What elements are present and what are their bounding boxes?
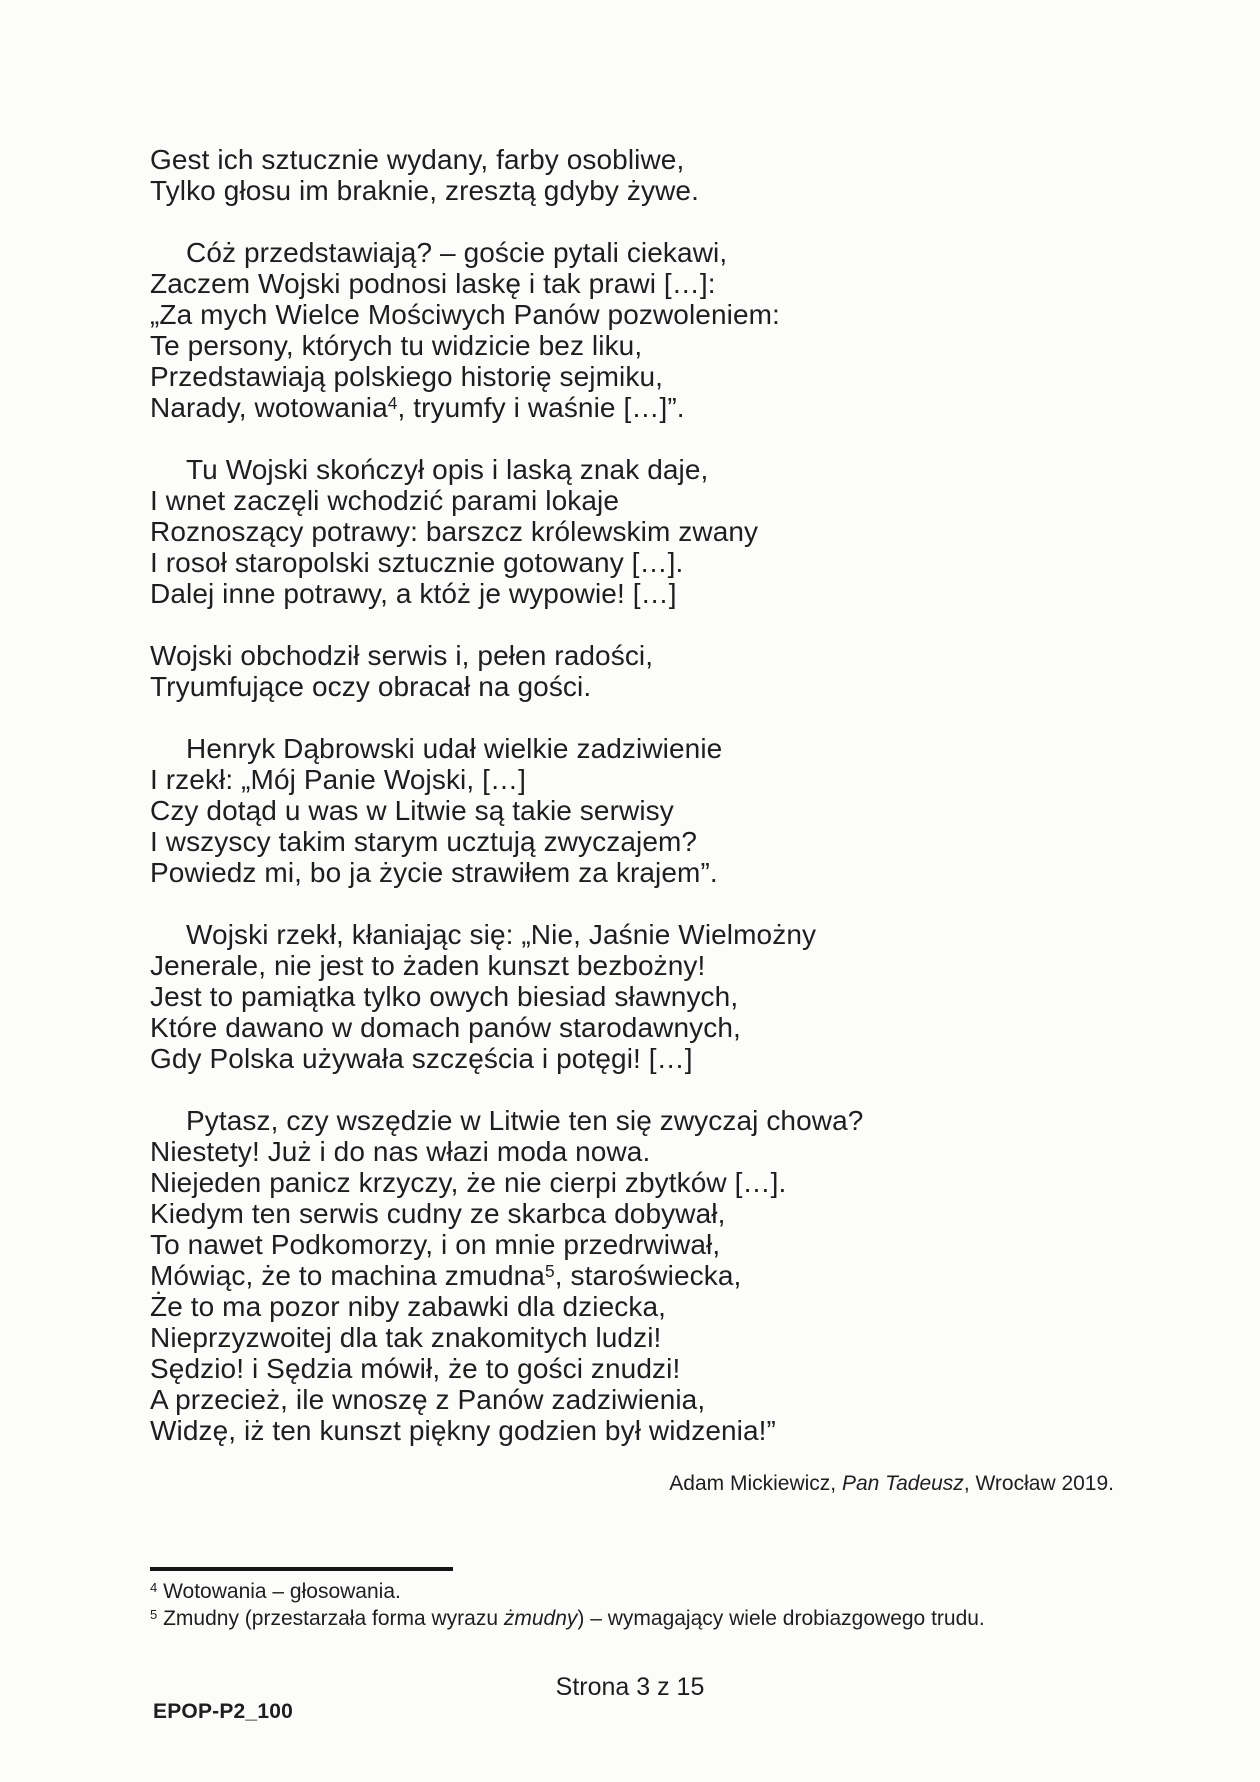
- italic-text: Pan Tadeusz: [841, 1472, 964, 1495]
- poem-line: [150, 671, 1114, 702]
- poem-line: [150, 1415, 1114, 1446]
- poem-line: [150, 950, 1114, 981]
- poem-line: [150, 330, 1114, 361]
- footnotes: [150, 1578, 1090, 1632]
- poem-line: [150, 1012, 1114, 1043]
- text-segment: Adam Mickiewicz,: [669, 1472, 842, 1495]
- text-segment: Henryk Dąbrowski udał wielkie zadziwienie: [186, 733, 723, 764]
- text-segment: Te persony, których tu widzicie bez liku,: [150, 330, 643, 361]
- poem-line: [150, 144, 1114, 175]
- poem-line: [150, 795, 1114, 826]
- text-segment: Wojski rzekł, kłaniając się: „Nie, Jaśnie Wielmożny: [186, 919, 817, 950]
- text-segment: Widzę, iż ten kunszt piękny godzien był widzenia!”: [150, 1415, 776, 1446]
- poem-line: [150, 1260, 1114, 1291]
- poem-line: [150, 1291, 1114, 1322]
- text-segment: Dalej inne potrawy, a któż je wypowie! […]: [150, 578, 677, 609]
- page-indicator: Strona 3 z 15: [555, 1673, 705, 1701]
- text-segment: Tryumfujące oczy obracał na gości.: [150, 671, 592, 702]
- poem-line: [150, 733, 1114, 764]
- poem-stanza: [150, 733, 1114, 888]
- poem-line: [150, 640, 1114, 671]
- text-segment: Sędzio! i Sędzia mówił, że to gości znudzi!: [150, 1353, 681, 1384]
- poem-line: [150, 1353, 1114, 1384]
- text-segment: Cóż przedstawiają? – goście pytali ciekawi,: [186, 237, 728, 268]
- poem-line: [150, 454, 1114, 485]
- poem-stanza: [150, 919, 1114, 1074]
- poem-line: [150, 547, 1114, 578]
- text-segment: I wnet zaczęli wchodzić parami lokaje: [150, 485, 620, 516]
- text-segment: Tylko głosu im braknie, zresztą gdyby żywe.: [150, 175, 699, 206]
- footnote-item: [150, 1605, 1090, 1632]
- poem-stanza: [150, 640, 1114, 702]
- text-segment: Czy dotąd u was w Litwie są takie serwisy: [150, 795, 674, 826]
- text-segment: Mówiąc, że to machina zmudna: [150, 1260, 545, 1291]
- poem-line: [150, 1167, 1114, 1198]
- text-segment: Narady, wotowania: [150, 392, 388, 423]
- text-segment: „Za mych Wielce Mościwych Panów pozwoleniem:: [150, 299, 780, 330]
- footnote-item: [150, 1578, 1090, 1605]
- text-segment: , Wrocław 2019.: [963, 1472, 1114, 1495]
- superscript-footnote-ref: 5: [544, 1260, 555, 1281]
- poem-line: [150, 1384, 1114, 1415]
- poem-line: [150, 516, 1114, 547]
- footnote-marker: 5: [150, 1606, 158, 1622]
- text-segment: Gest ich sztucznie wydany, farby osobliwe,: [150, 144, 685, 175]
- footnote-marker: 4: [150, 1579, 158, 1595]
- poem-line: [150, 299, 1114, 330]
- text-segment: Że to ma pozor niby zabawki dla dziecka,: [150, 1291, 667, 1322]
- poem-line: [150, 764, 1114, 795]
- text-segment: Niejeden panicz krzyczy, że nie cierpi zbytków […].: [150, 1167, 787, 1198]
- poem-line: [150, 1229, 1114, 1260]
- poem-line: [150, 578, 1114, 609]
- poem-line: [150, 361, 1114, 392]
- text-segment: Przedstawiają polskiego historię sejmiku,: [150, 361, 663, 392]
- text-segment: Pytasz, czy wszędzie w Litwie ten się zwyczaj chowa?: [186, 1105, 864, 1136]
- poem-stanza: [150, 454, 1114, 609]
- text-segment: I rosoł staropolski sztucznie gotowany […].: [150, 547, 684, 578]
- italic-text: żmudny: [503, 1607, 578, 1630]
- text-segment: Roznoszący potrawy: barszcz królewskim zwany: [150, 516, 759, 547]
- poem-line: [150, 1043, 1114, 1074]
- text-segment: Jenerale, nie jest to żaden kunszt bezbożny!: [150, 950, 706, 981]
- poem-line: [150, 1105, 1114, 1136]
- poem-line: [150, 485, 1114, 516]
- superscript-footnote-ref: 4: [387, 392, 398, 413]
- poem-line: [150, 237, 1114, 268]
- poem-line: [150, 826, 1114, 857]
- text-column: [150, 144, 1114, 1497]
- poem-line: [150, 1136, 1114, 1167]
- form-code: EPOP-P2_100: [153, 1700, 293, 1723]
- text-segment: Wotowania – głosowania.: [157, 1580, 401, 1603]
- text-segment: Tu Wojski skończył opis i laską znak daje,: [186, 454, 709, 485]
- text-segment: Zaczem Wojski podnosi laskę i tak prawi […]:: [150, 268, 716, 299]
- poem-stanza: [150, 144, 1114, 206]
- text-segment: Kiedym ten serwis cudny ze skarbca dobywał,: [150, 1198, 726, 1229]
- text-segment: ) – wymagający wiele drobiazgowego trudu.: [577, 1607, 985, 1630]
- attribution: [150, 1471, 1114, 1497]
- poem-line: [150, 268, 1114, 299]
- poem-stanza: [150, 237, 1114, 423]
- text-segment: Powiedz mi, bo ja życie strawiłem za krajem”.: [150, 857, 718, 888]
- text-segment: Nieprzyzwoitej dla tak znakomitych ludzi!: [150, 1322, 662, 1353]
- poem-line: [150, 392, 1114, 423]
- text-segment: , tryumfy i waśnie […]”.: [397, 392, 685, 423]
- text-segment: A przecież, ile wnoszę z Panów zadziwienia,: [150, 1384, 706, 1415]
- text-segment: I wszyscy takim starym ucztują zwyczajem?: [150, 826, 698, 857]
- poem-line: [150, 1322, 1114, 1353]
- poem-line: [150, 175, 1114, 206]
- text-segment: Niestety! Już i do nas włazi moda nowa.: [150, 1136, 651, 1167]
- poem-line: [150, 1198, 1114, 1229]
- text-segment: I rzekł: „Mój Panie Wojski, […]: [150, 764, 527, 795]
- footnote-separator-rule: [150, 1567, 453, 1571]
- text-segment: Które dawano w domach panów starodawnych,: [150, 1012, 741, 1043]
- text-segment: Gdy Polska używała szczęścia i potęgi! […]: [150, 1043, 693, 1074]
- text-segment: Jest to pamiątka tylko owych biesiad sławnych,: [150, 981, 739, 1012]
- poem-stanza: [150, 1105, 1114, 1446]
- poem-line: [150, 981, 1114, 1012]
- poem-line: [150, 919, 1114, 950]
- text-segment: , staroświecka,: [554, 1260, 742, 1291]
- text-segment: Wojski obchodził serwis i, pełen radości,: [150, 640, 654, 671]
- text-segment: To nawet Podkomorzy, i on mnie przedrwiwał,: [150, 1229, 721, 1260]
- poem-line: [150, 857, 1114, 888]
- text-segment: Zmudny (przestarzała forma wyrazu: [157, 1607, 504, 1630]
- poem: [150, 144, 1114, 1446]
